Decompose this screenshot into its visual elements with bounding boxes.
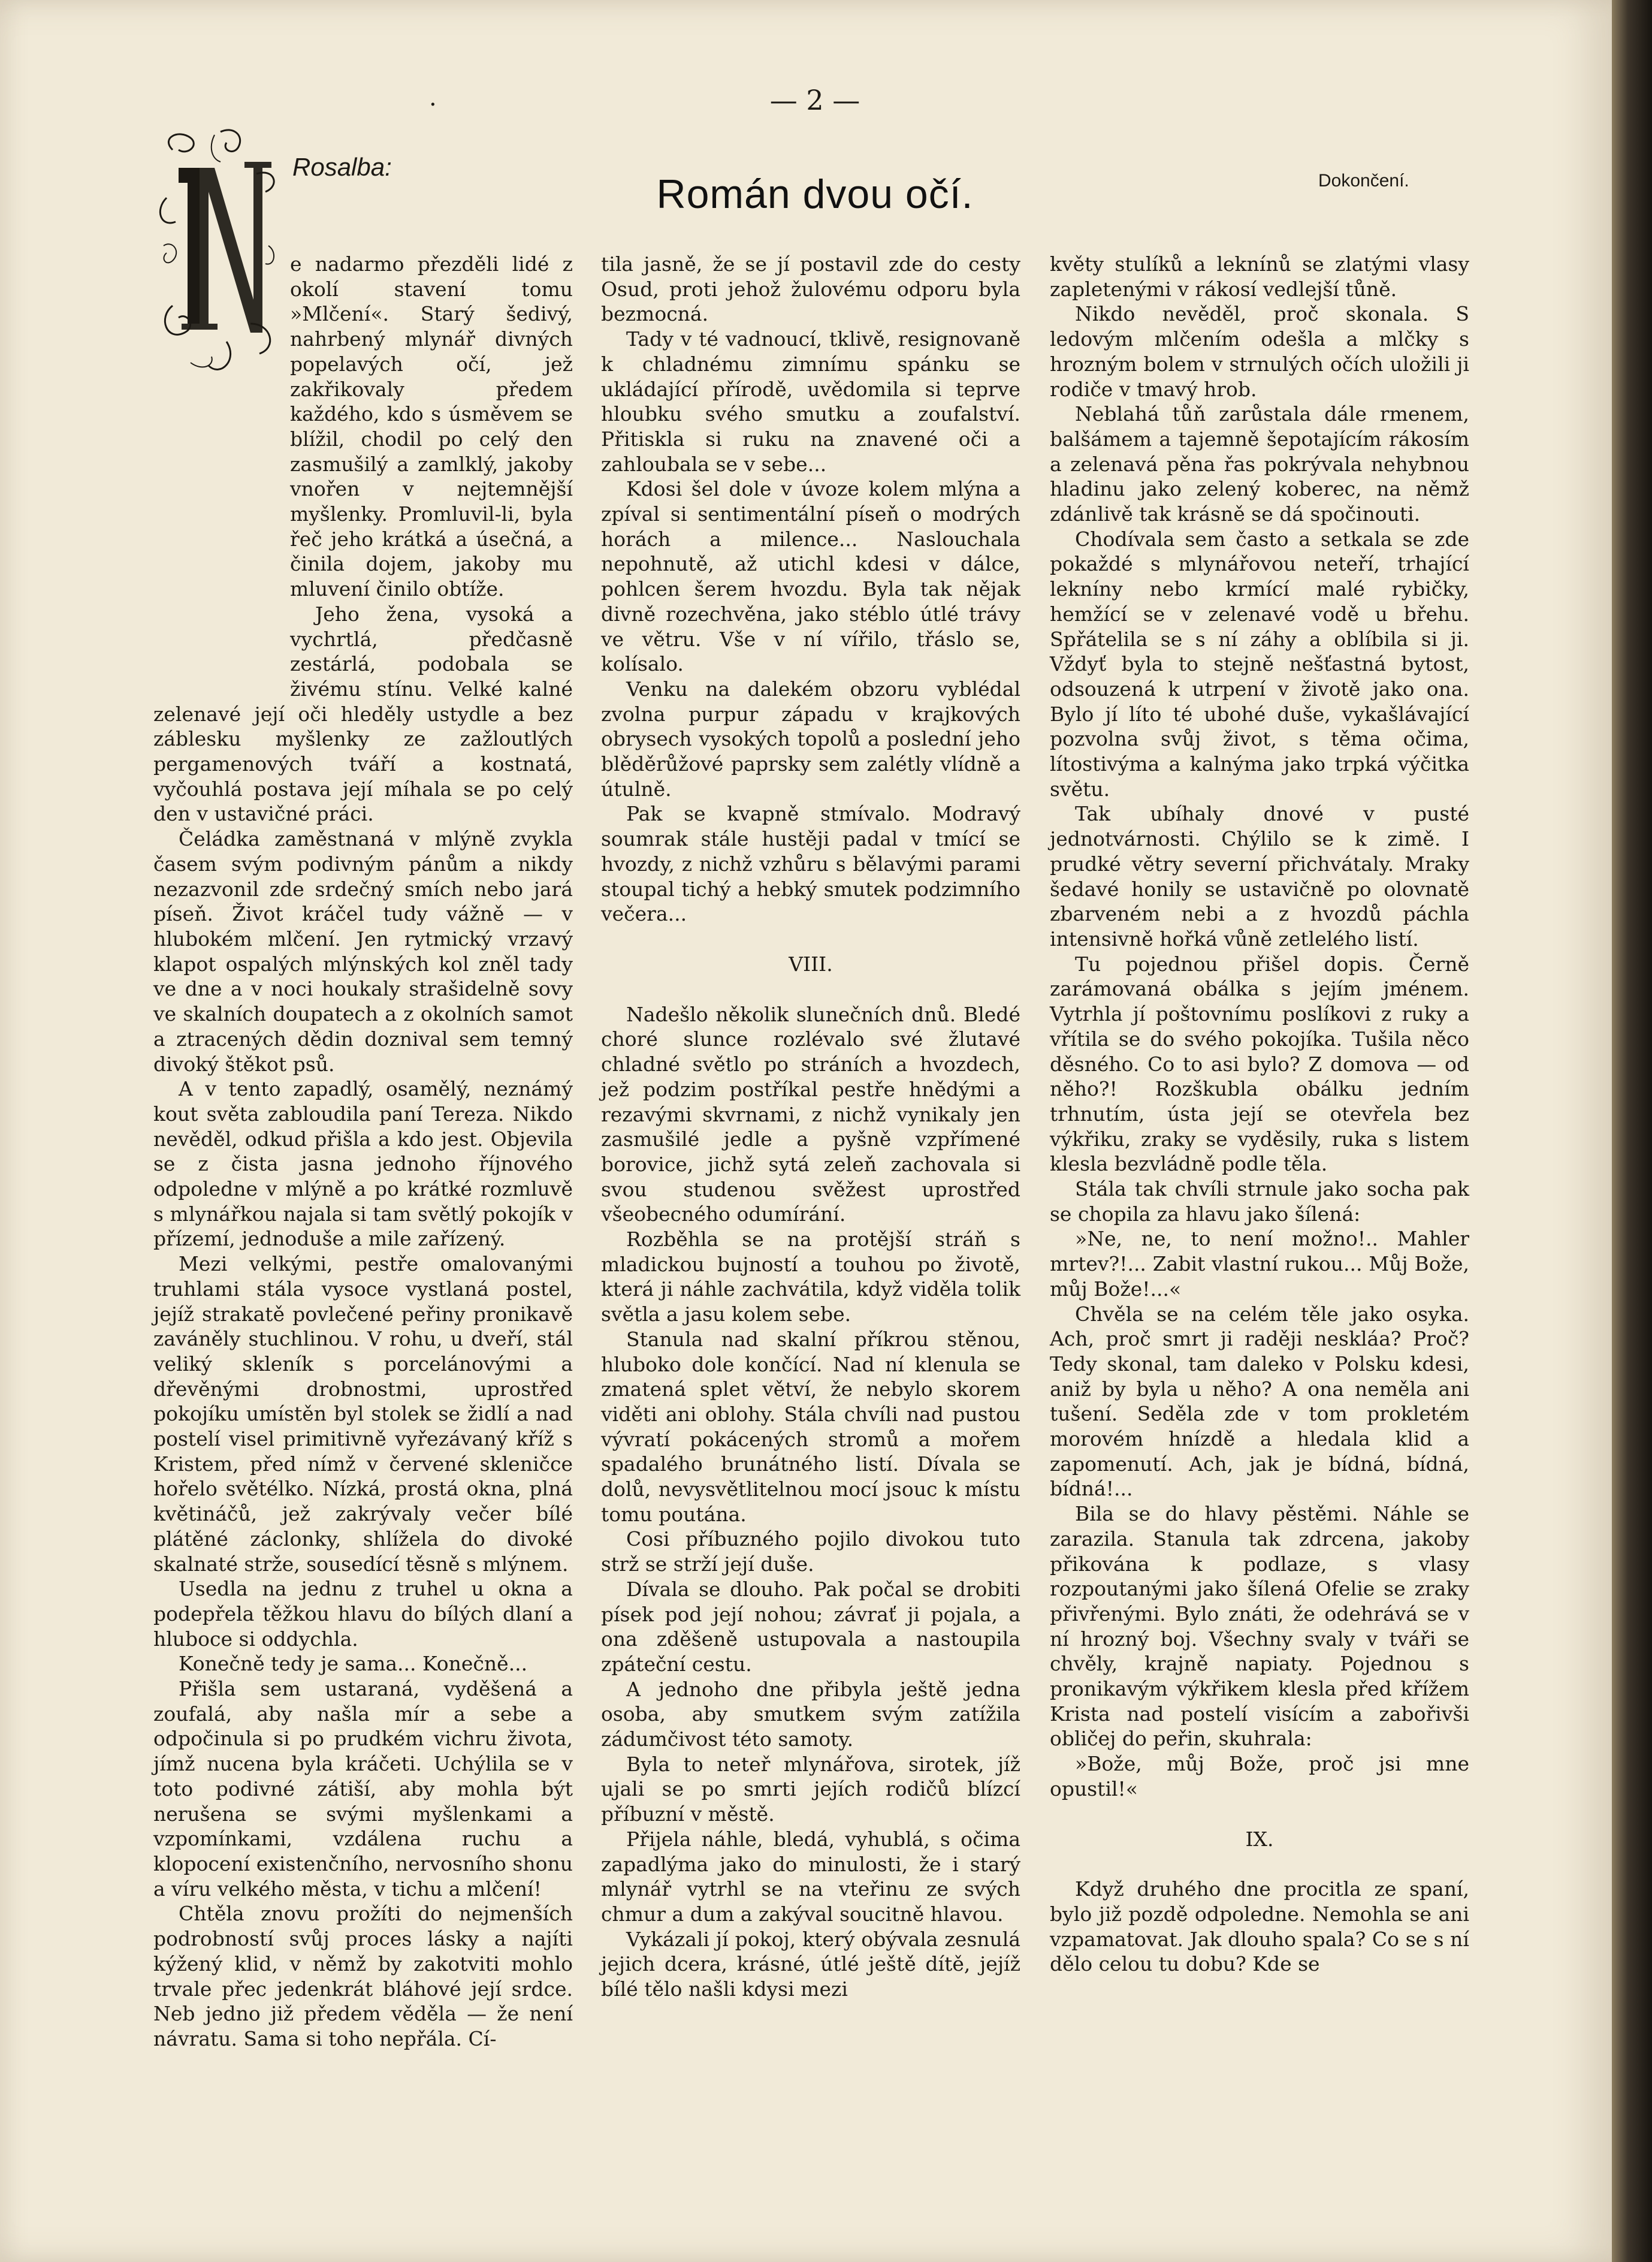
- paragraph: e nadarmo přezděli lidé z okolí stavení tomu »Mlčení«. Starý šedivý, nahrbený mlynář divných popelavých očí, jež zakřikovaly předem každého, kdo s úsměvem se blížil, chodil po celý den zasmušilý a zamlklý, jakoby vnořen v nejtemnější myšlenky. Promluvil-li, byla řeč jeho krátká a úsečná, a činila dojem, jakoby mu mluvení činilo obtíže.: [290, 252, 573, 601]
- article-column-2: [601, 252, 1020, 2002]
- paragraph: »Bože, můj Bože, proč jsi mne opustil!«: [1050, 1752, 1469, 1800]
- page-number: — 2 —: [769, 84, 860, 116]
- paragraph: Pak se kvapně stmívalo. Modravý soumrak stále hustěji padal v tmící se hvozdy, z nichž vzhůru s bělavými parami stoupal tichý a hebký smutek podzimního večera...: [601, 802, 1020, 926]
- paragraph: Mezi velkými, pestře omalovanými truhlami stála vysoce vystlaná postel, jejíž strakatě povlečené peřiny pronikavě zaváněly stuchlinou. V rohu, u dveří, stál veliký skleník s porcelánovými a dřevěnými drobnostmi, uprostřed pokojíku umístěn byl stolek se židlí a nad postelí visel primitivně vyřezávaný kříž s Kristem, před nímž v červené skleničce hořelo světélko. Nízká, prostá okna, plná květináčů, jež zakrývaly večer bílé plátěné záclonky, shlížela do divoké skalnaté strže, sousedící těsně s mlýnem.: [153, 1252, 573, 1576]
- paragraph: Konečně tedy je sama... Konečně...: [179, 1652, 528, 1676]
- top-mark: .: [429, 84, 437, 111]
- chapter-heading: IX.: [1245, 1827, 1274, 1851]
- article-title: Román dvou očí.: [656, 171, 974, 217]
- paragraph: Rozběhla se na protější stráň s mladickou bujností a touhou po životě, která ji náhle zachvátila, když viděla tolik světla a jasu kolem sebe.: [601, 1227, 1020, 1326]
- paragraph: tila jasně, že se jí postavil zde do cesty Osud, proti jehož žulovému odporu byla bezmocná.: [601, 252, 1020, 326]
- paragraph: Usedla na jednu z truhel u okna a podepřela těžkou hlavu do bílých dlaní a hluboce si oddychla.: [153, 1577, 573, 1651]
- book-spine-edge: [1612, 0, 1652, 2262]
- paragraph: Čeládka zaměstnaná v mlýně zvykla časem svým podivným pánům a nikdy nezazvonil zde srdečný smích nebo jará píseň. Život kráčel tudy vážně — v hlubokém mlčení. Jen rytmický vrzavý klapot ospalých mlýnských kol zněl tady ve dne a v noci houkaly strašidelně sovy ve skalních doupatech a z okolních samot a ztracených dědin doznival sem temný divoký štěkot psů.: [153, 827, 573, 1076]
- paragraph: Stanula nad skalní příkrou stěnou, hluboko dole končící. Nad ní klenula se zmatená splet větví, že nebylo skorem viděti ani oblohy. Stála chvíli nad pustou vývratí pokácených stromů a mořem spadalého brunátného listí. Dívala se dolů, nevysvětlitelnou mocí jsouc k místu tomu poutána.: [601, 1327, 1020, 1526]
- paragraph: A jednoho dne přibyla ještě jedna osoba, aby smutkem svým zatížila zádumčivost této samoty.: [601, 1677, 1020, 1751]
- paragraph: Dívala se dlouho. Pak počal se drobiti písek pod její nohou; závrať ji pojala, a ona zděšeně ustupovala a nastoupila zpáteční cestu.: [601, 1577, 1020, 1676]
- paragraph: Nadešlo několik slunečních dnů. Bledé choré slunce rozlévalo své žlutavé chladné světlo po stráních a hvozdech, jež podzim postříkal pestře hnědými a rezavými skvrnami, z nichž vynikaly jen zasmušilé jedle a pyšně vzpřímené borovice, jichž sytá zeleň zachovala si svou studenou svěžest uprostřed všeobecného odumírání.: [601, 1002, 1020, 1226]
- paragraph: Chvěla se na celém těle jako osyka. Ach, proč smrt ji raději neskláa? Proč? Tedy skonal, tam daleko v Polsku kdesi, aniž by byla u něho? A ona neměla ani tušení. Seděla zde v tom prokletém morovém hnízdě a hledala klid a zapomenutí. Ach, jak je bídná, bídná, bídná!...: [1050, 1302, 1469, 1501]
- paragraph: Bila se do hlavy pěstěmi. Náhle se zarazila. Stanula tak zdrcena, jakoby přikována k podlaze, s vlasy rozpoutanými jako šílená Ofelie se zraky přivřenými. Bylo znáti, že odehrává se v ní hrozný boj. Všechny svaly v tváři se chvěly, krajně napiaty. Pojednou s pronikavým výkřikem klesla před křížem Krista nad postelí visícím a zabořivši obličej do peřin, skuhrala:: [1050, 1502, 1469, 1751]
- paragraph: Tak ubíhaly dnové v pusté jednotvárnosti. Chýlilo se k zimě. I prudké větry severní přichvátaly. Mraky šedavé honily se ustavičně po olovnatě zbarveném nebi a z hvozdů páchla intensivně hořká vůně zetlelého listí.: [1050, 802, 1469, 951]
- paragraph: Vykázali jí pokoj, který obývala zesnulá jejich dcera, krásné, útlé ještě dítě, jejíž bílé tělo našli kdysi mezi: [601, 1927, 1020, 2001]
- author-name: Rosalba:: [292, 153, 392, 181]
- paragraph: Chodívala sem často a setkala se zde pokaždé s mlynářovou neteří, trhající lekníny nebo krmící malé rybičky, hemžící se v zelenavé vodě u břehu. Spřátelila se s ní záhy a oblíbila si ji. Vždyť byla to stejně nešťastná bytost, odsouzená k utrpení v životě jako ona. Bylo jí líto té ubohé duše, vykašlávající pozvolna svůj život, s těma očima, lítostivýma a kalnýma jako trpká výčitka světu.: [1050, 527, 1469, 801]
- paragraph: Nikdo nevěděl, proč skonala. S ledovým mlčením odešla a mlčky s hrozným bolem v strnulých očích uložili ji rodiče v tmavý hrob.: [1050, 302, 1469, 401]
- paragraph: Stála tak chvíli strnule jako socha pak se chopila za hlavu jako šílená:: [1050, 1177, 1469, 1226]
- paragraph: Tu pojednou přišel dopis. Černě zarámovaná obálka s jejím jménem. Vytrhla jí poštovnímu poslíkovi z ruky a vřítila se do svého pokojíka. Tušila něco děsného. Co to asi bylo? Z domova — od něho?! Rozškubla obálku jedním trhnutím, ústa její se otevřela bez výkřiku, zraky se vyděsily, ruka s listem klesla bezvládně podle těla.: [1050, 952, 1469, 1176]
- article-column-1: [153, 252, 573, 2052]
- paragraph: Tady v té vadnoucí, tklivě, resignovaně k chladnému zimnímu spánku se ukládající přírodě, uvědomila si teprve hloubku svého smutku a zoufalství. Přitiskla si ruku na znavené oči a zahloubala se v sebe...: [601, 327, 1020, 476]
- paragraph: Chtěla znovu prožíti do nejmenších podrobností svůj proces lásky a najíti kýžený klid, v němž by zakotviti mohlo trvale přec jedenkrát bláhové její srdce. Neb jedno již předem věděla — že není návratu. Sama si toho nepřála. Cí-: [153, 1902, 573, 2050]
- paragraph: Neblahá tůň zarůstala dále rmenem, balšámem a tajemně šepotajícím rákosím a zelenavá pěna řas pokrývala nehybnou hladinu jako zelený koberec, na němž zdánlivě tak krásně se dá spočinouti.: [1050, 402, 1469, 526]
- paragraph: »Ne, ne, to není možno!.. Mahler mrtev?!... Zabit vlastní rukou... Můj Bože, můj Bože!...«: [1050, 1227, 1469, 1301]
- drop-cap-space: [153, 252, 290, 695]
- paragraph: Když druhého dne procitla ze spaní, bylo již pozdě odpoledne. Nemohla se ani vzpamatovat. Jak dlouho spala? Co se s ní dělo celou tu dobu? Kde se: [1050, 1877, 1469, 1976]
- chapter-heading: VIII.: [789, 952, 833, 976]
- paragraph: Byla to neteř mlynářova, sirotek, jíž ujali se po smrti jejích rodičů blízcí příbuzní v městě.: [601, 1752, 1020, 1826]
- paragraph: Kdosi šel dole v úvoze kolem mlýna a zpíval si sentimentální píseň o modrých horách a milence... Naslouchala nepohnutě, až utichl kdesi v dálce, pohlcen šerem hvozdu. Byla tak nějak divně rozechvěna, jako stéblo útlé trávy ve větru. Vše v ní vířilo, třáslo se, kolísalo.: [601, 477, 1020, 676]
- paragraph: květy stulíků a leknínů se zlatými vlasy zapletenými v rákosí vedlejší tůně.: [1050, 252, 1469, 301]
- paragraph: Přijela náhle, bledá, vyhublá, s očima zapadlýma jako do minulosti, že i starý mlynář vytrhl se na vteřinu ze svých chmur a dum a zakýval soucitně hlavou.: [601, 1827, 1020, 1926]
- continued-note: Dokončení.: [1318, 171, 1409, 191]
- paragraph: Venku na dalekém obzoru vyblédal zvolna purpur západu v krajkových obrysech vysokých topolů a poslední jeho blěděrůžové paprsky sem zalétly vlídně a útulně.: [601, 677, 1020, 801]
- paragraph: Přišla sem ustaraná, vyděšená a zoufalá, aby našla mír a sebe a odpočinula si po prudkém vichru života, jímž nucena byla kráčeti. Uchýlila se v toto podivné zátiší, aby mohla být nerušena se svými myšlenkami a vzpomínkami, vzdálena ruchu a klopocení existenčního, nervosního shonu a víru velkého města, v tichu a mlčení!: [153, 1677, 573, 1901]
- article-column-3: [1050, 252, 1469, 1977]
- paragraph: A v tento zapadlý, osamělý, neznámý kout světa zabloudila paní Tereza. Nikdo nevěděl, odkud přišla a kdo jest. Objevila se z čista jasna jednoho říjnového odpoledne v mlýně a po krátké rozmluvě s mlynářkou najala si tam světlý pokojík v přízemí, jednoduše a mile zařízený.: [153, 1077, 573, 1251]
- paragraph: Cosi příbuzného pojilo divokou tuto strž se strží její duše.: [601, 1527, 1020, 1576]
- paragraph: Jeho žena, vysoká a vychrtlá, předčasně zestárlá, podobala se živému stínu. Velké kalné zelenavé její oči hleděly ustydle a bez záblesku myšlenky ze zažloutlých pergamenových tváří a kostnatá, vyčouhlá postava její míhala se po celý den v ustavičné práci.: [153, 602, 573, 826]
